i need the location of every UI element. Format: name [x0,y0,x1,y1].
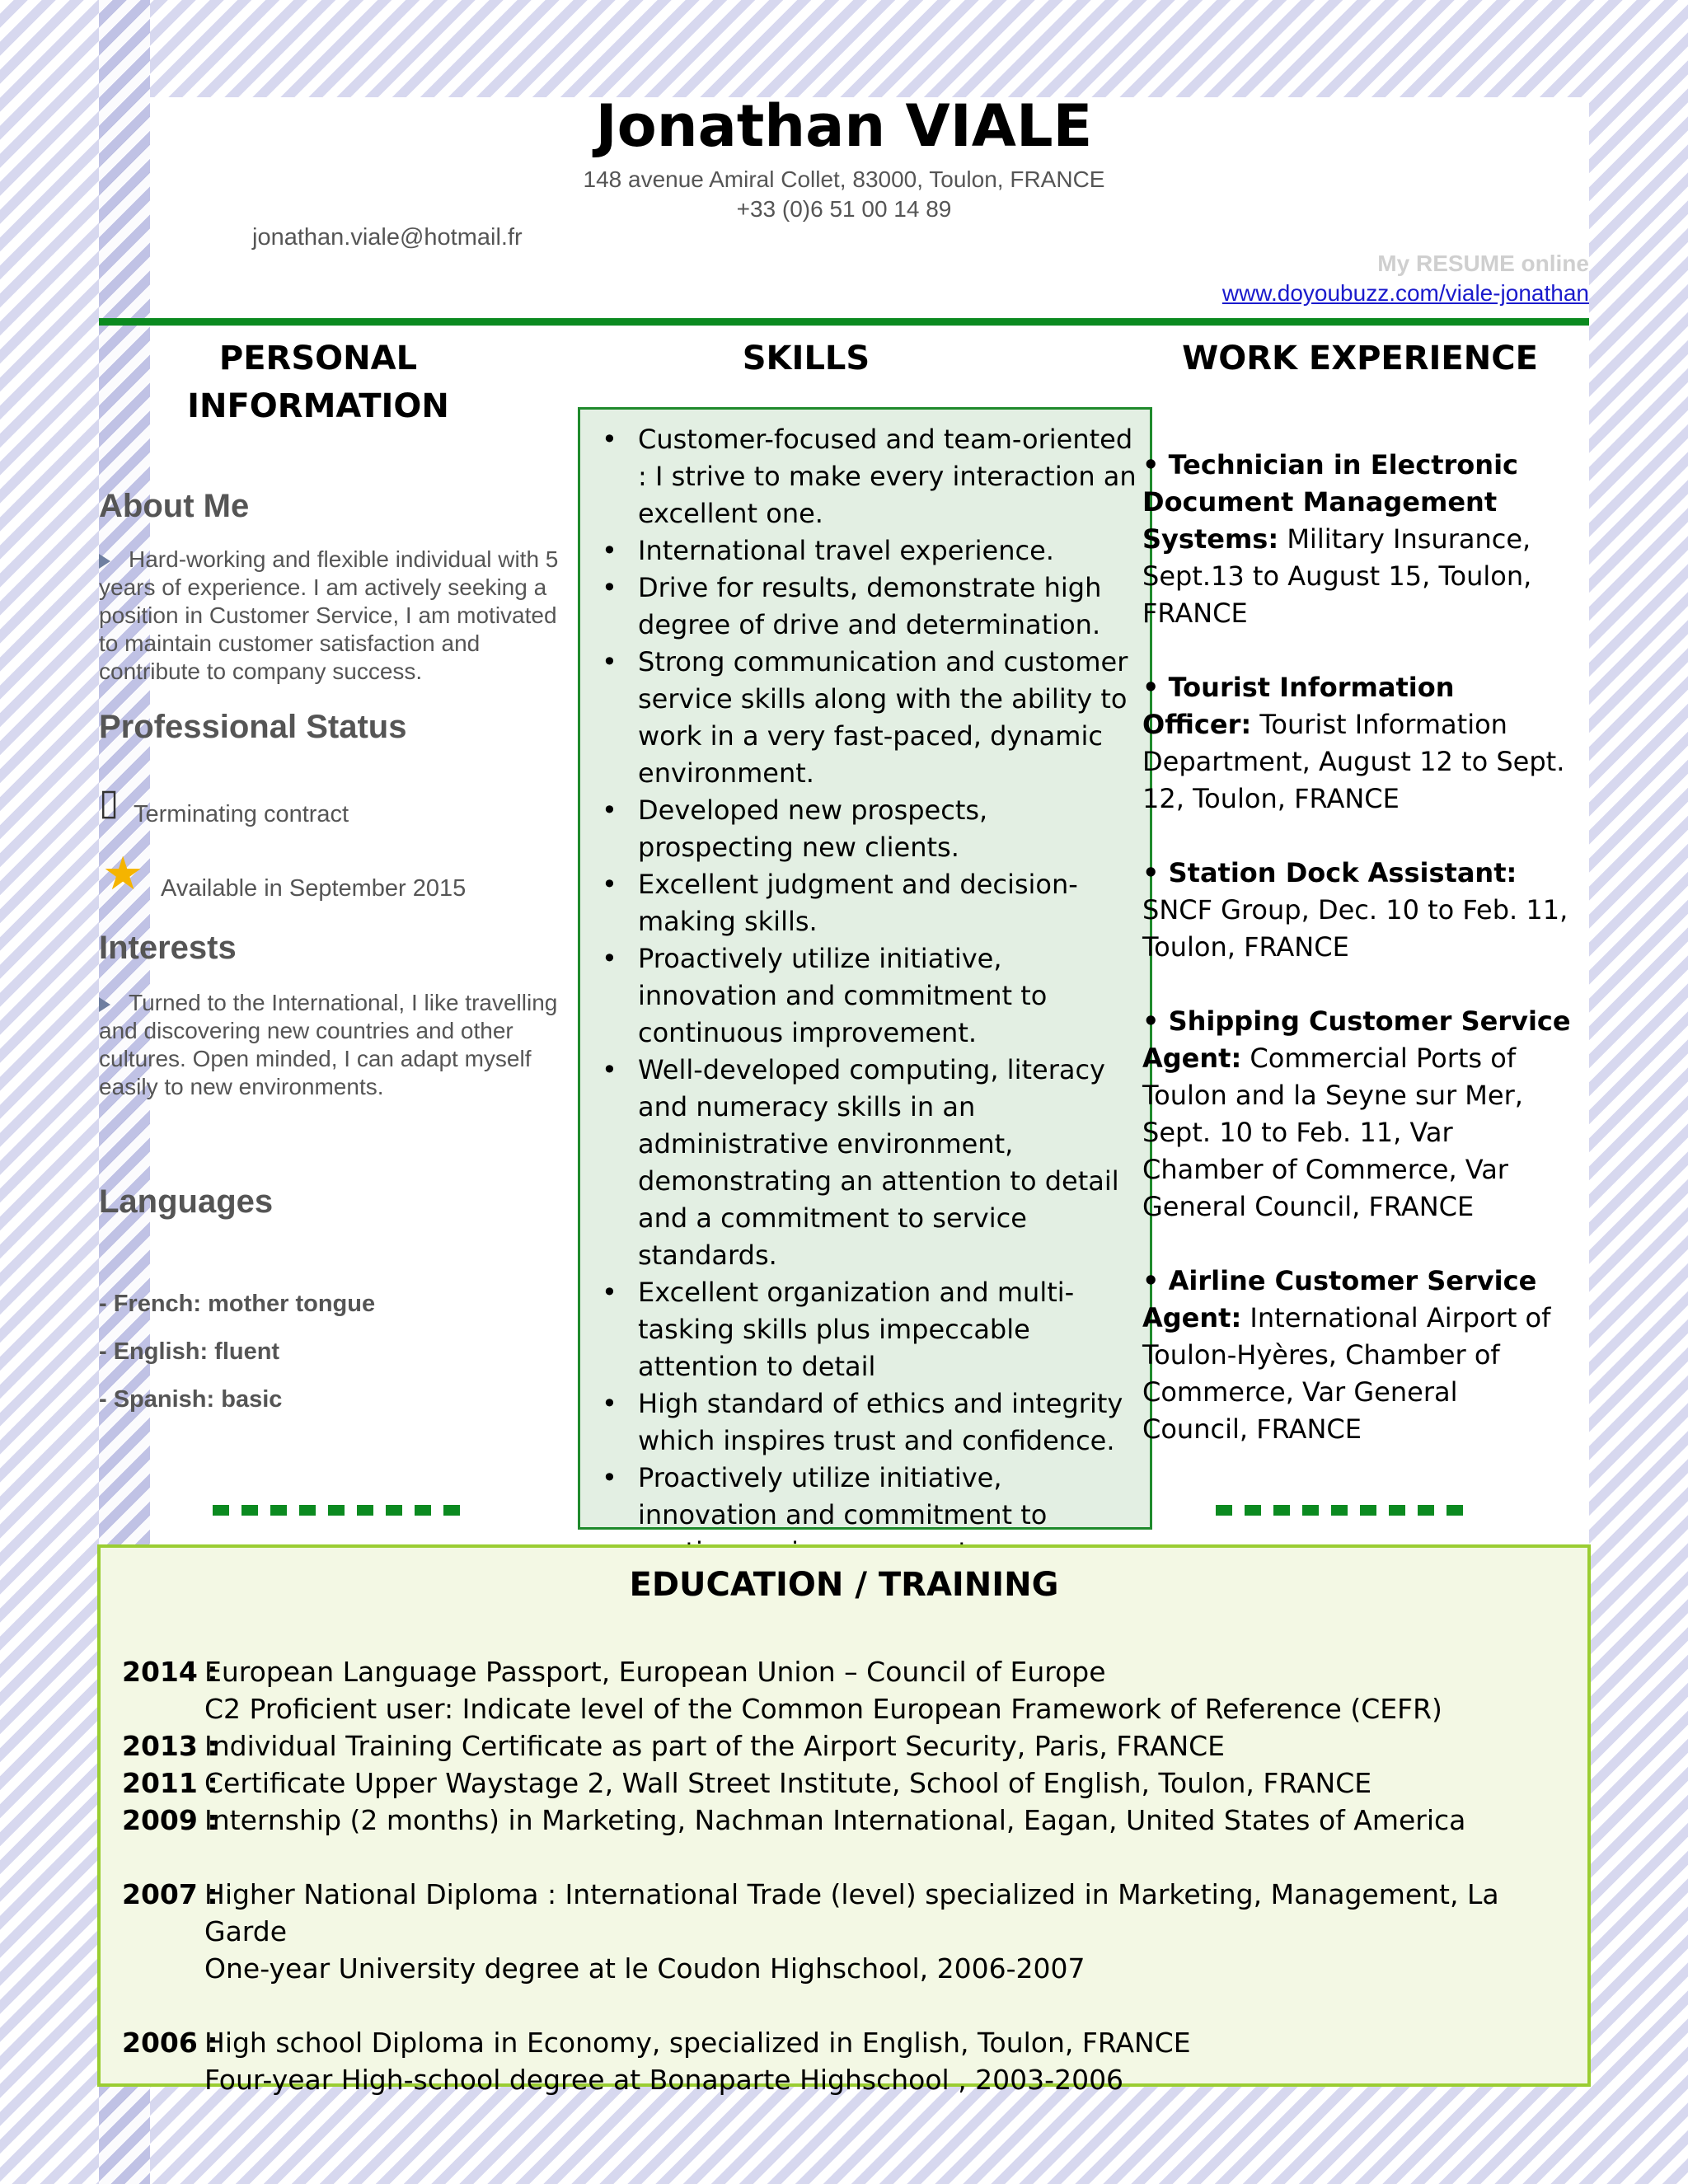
dashed-divider-left [213,1505,460,1516]
work-entry [1142,1263,1571,1448]
education-line: Higher National Diploma : International Trade (level) specialized in Marketing, Management, La Garde [204,1878,1499,1947]
work-entry [1142,1003,1571,1226]
education-line: One-year University degree at le Coudon Highschool, 2006-2007 [204,1952,1085,1985]
about-title: About Me [99,488,250,524]
education-entry [122,1876,1587,1987]
skill-item: • International travel experience. [638,532,1138,569]
skill-item: • Proactively utilize initiative, innovation and commitment to continuous improvement. [638,940,1138,1052]
skills-list [580,410,1150,1571]
work-title: • Tourist Information Officer: [1142,672,1455,740]
header-divider [99,318,1589,326]
about-text [99,546,582,686]
education-entry [122,1727,1587,1765]
dashed-divider-right [1216,1505,1463,1516]
status-item-contract: Terminating contract [134,801,349,827]
education-line: C2 Proficient user: Indicate level of the Common European Framework of Reference (CEFR) [204,1693,1442,1725]
education-entry [122,1765,1587,1802]
education-entry [122,2024,1587,2098]
status-title: Professional Status [99,709,407,745]
candidate-name: Jonathan VIALE [595,92,1093,160]
education-line: High school Diploma in Economy, specialized in English, Toulon, FRANCE [204,2027,1191,2059]
skill-item: • Strong communication and customer service skills along with the ability to work in a very fast-paced, dynamic environment. [638,644,1138,792]
email: jonathan.viale@hotmail.fr [252,224,523,251]
skill-item: • Developed new prospects, prospecting new clients. [638,792,1138,866]
work-title: • Airline Customer Service Agent: [1142,1265,1537,1333]
education-year: 2011 : [122,1767,218,1799]
language-english: - English: fluent [99,1338,280,1365]
status-item-available: Available in September 2015 [161,875,467,902]
star-icon: ★ [102,847,144,899]
address: 148 avenue Amiral Collet, 83000, Toulon, FRANCE [583,166,1105,192]
work-details: Military Insurance, Sept.13 to August 15, Toulon, FRANCE [1142,523,1532,629]
website-link[interactable]: www.doyoubuzz.com/viale-jonathan [1221,280,1589,306]
interests-title: Interests [99,930,237,966]
work-details: Commercial Ports of Toulon and la Seyne sur Mer, Sept. 10 to Feb. 11, Var Chamber of Commerce, Var General Council, FRANCE [1142,1043,1523,1222]
education-entry [122,1802,1587,1839]
education-title: EDUCATION / TRAINING [629,1566,1059,1604]
skill-item: • Well-developed computing, literacy and numeracy skills in an administrative environment, demonstrating an attention to detail and a commitment to service standards. [638,1052,1138,1274]
education-year: 2014 : [122,1656,218,1688]
work-details: SNCF Group, Dec. 10 to Feb. 11, Toulon, FRANCE [1142,894,1568,963]
work-entry [1142,669,1571,818]
education-line: Internship (2 months) in Marketing, Nachman International, Eagan, United States of America [204,1804,1466,1836]
work-title: • Technician in Electronic Document Management Systems: [1142,449,1518,555]
work-heading: WORK EXPERIENCE [1182,340,1538,377]
skill-item: • Drive for results, demonstrate high degree of drive and determination. [638,569,1138,644]
language-french: - French: mother tongue [99,1291,376,1317]
work-entry [1142,447,1571,632]
education-entry [122,1653,1587,1727]
personal-info-heading [162,335,475,430]
skill-item: • Proactively utilize initiative, innovation and commitment to [638,1460,1138,1571]
skills-heading: SKILLS [742,340,870,377]
personal-heading-line1: PERSONAL [218,340,418,377]
language-spanish: - Spanish: basic [99,1386,283,1413]
education-line: Individual Training Certificate as part of the Airport Security, Paris, FRANCE [204,1730,1226,1762]
personal-heading-line2: INFORMATION [187,387,449,425]
interests-text-content: Turned to the International, I like travelling and discovering new countries and other cultures. Open minded, I can adapt myself easily to new environments. [99,990,558,1099]
my-resume-label: My RESUME online [1377,251,1589,276]
education-year: 2006 : [122,2027,218,2059]
skill-item: • Excellent organization and multi-tasking skills plus impeccable attention to detail [638,1274,1138,1385]
triangle-bullet-icon [99,997,110,1012]
education-year: 2009 : [122,1804,218,1836]
work-details: International Airport of Toulon-Hyères, Chamber of Commerce, Var General Council, FRANCE [1142,1302,1551,1445]
contract-icon: ▯ [99,782,120,823]
skills-box [578,407,1152,1530]
work-title: • Station Dock Assistant: [1142,857,1517,888]
about-text-content: Hard-working and flexible individual with 5 years of experience. I am actively seeking a position in Customer Service, I am motivated to maintain customer satisfaction and contribute to company success. [99,546,559,684]
education-line: European Language Passport, European Union – Council of Europe [204,1656,1106,1688]
work-details: Tourist Information Department, August 12 to Sept. 12, Toulon, FRANCE [1142,709,1565,814]
education-year: 2013 : [122,1730,218,1762]
languages-title: Languages [99,1183,274,1220]
education-line: Certificate Upper Waystage 2, Wall Street Institute, School of English, Toulon, FRANCE [204,1767,1372,1799]
triangle-bullet-icon [99,554,110,569]
skill-item: • Excellent judgment and decision-making skills. [638,866,1138,940]
education-list [122,1653,1587,2098]
work-title: • Shipping Customer Service Agent: [1142,1005,1571,1074]
phone: +33 (0)6 51 00 14 89 [736,196,952,222]
skill-item: • High standard of ethics and integrity which inspires trust and confidence. [638,1385,1138,1460]
education-box [97,1544,1591,2096]
work-entry [1142,855,1571,966]
interests-text [99,989,593,1101]
education-line: Four-year High-school degree at Bonaparte Highschool , 2003-2006 [204,2064,1124,2096]
skill-item: • Customer-focused and team-oriented : I strive to make every interaction an excellent one. [638,421,1138,532]
education-year: 2007 : [122,1878,218,1910]
